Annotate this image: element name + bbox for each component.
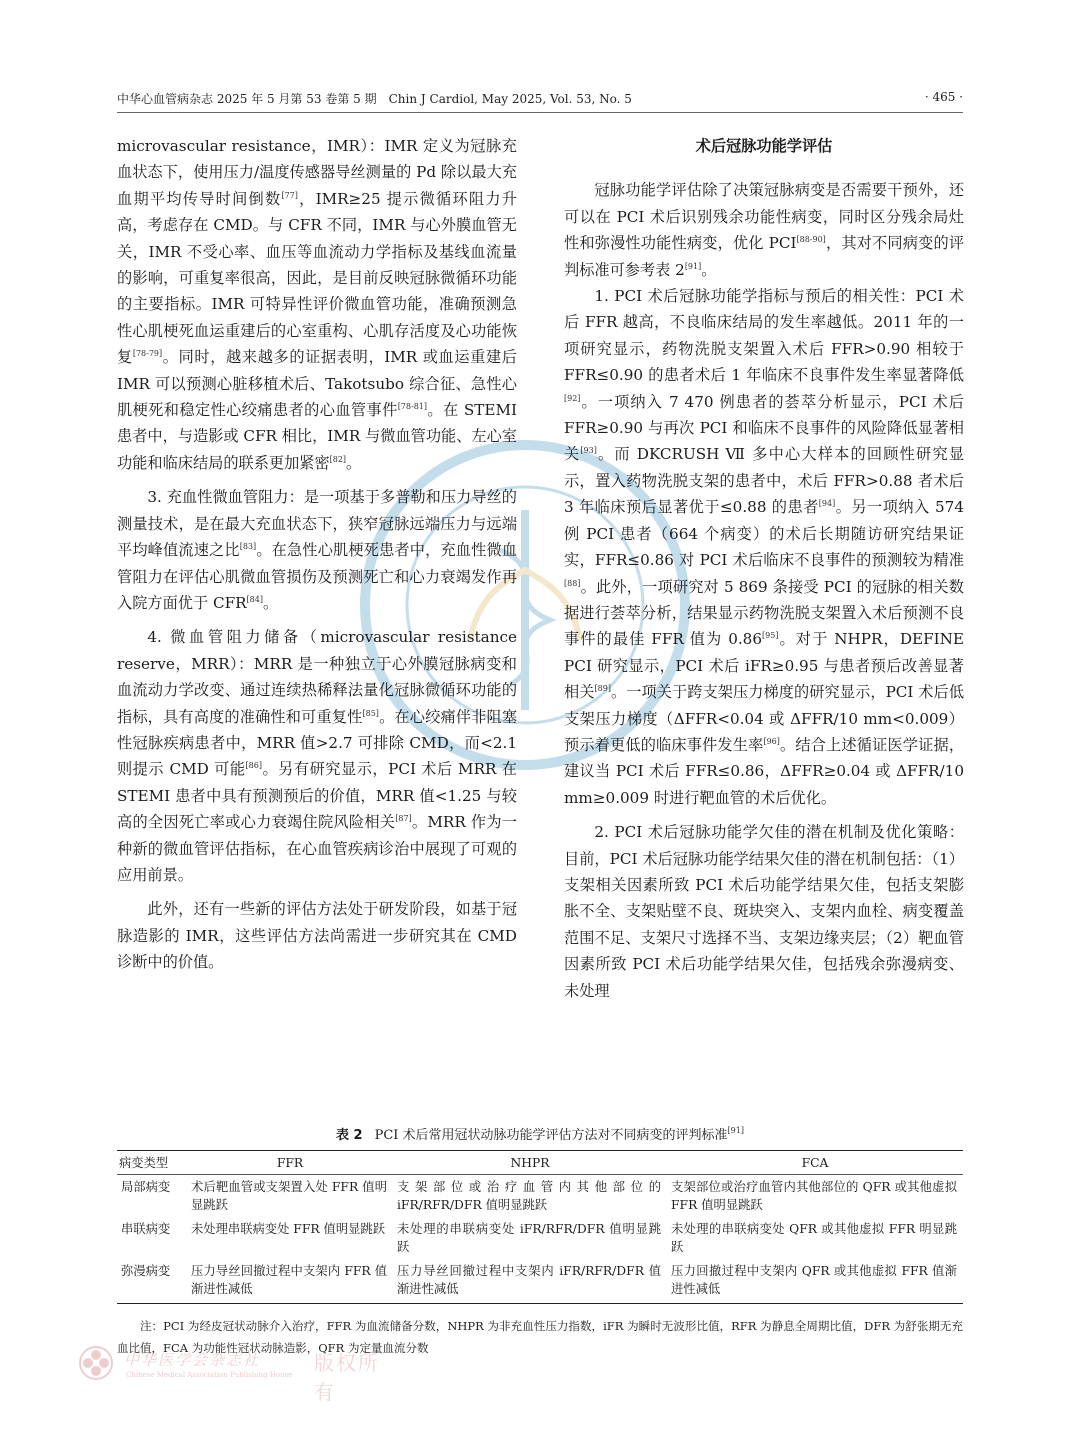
table-row — [117, 1217, 963, 1259]
citation-ref[interactable]: [94] — [818, 499, 836, 509]
table-label: 表 2 — [336, 1128, 363, 1143]
right-column — [564, 133, 964, 1004]
table-header-row — [117, 1151, 963, 1175]
publisher-logo — [78, 1345, 398, 1404]
table-cell: 支架部位或治疗血管内其他部位的 QFR 或其他虚拟 FFR 值明显跳跃 — [671, 1180, 957, 1212]
copyright-mark: 版权所有 — [314, 1351, 380, 1404]
citation-ref[interactable]: [96] — [763, 736, 780, 746]
table-cell: 压力导丝回撤过程中支架内 iFR/RFR/DFR 值渐进性减低 — [393, 1259, 667, 1304]
paragraph-intro: 冠脉功能学评估除了决策冠脉病变是否需要干预外，还可以在 PCI 术后识别残余功能性病变，同时区分残余局灶性和弥漫性功能性病变，优化 PCI[88-90]，其对不同病变的评判标准可参考表 2[91]。 — [564, 181, 965, 279]
paragraph-new-methods: 此外，还有一些新的评估方法处于研发阶段，如基于冠脉造影的 IMR，这些评估方法尚需进一步研究其在 CMD 诊断中的价值。 — [117, 900, 517, 972]
journal-citation: 中华心血管病杂志 2025 年 5 月第 53 卷第 5 期 Chin J Cardiol, May 2025, Vol. 53, No. 5 — [117, 92, 632, 106]
paragraph-prognosis: 1. PCI 术后冠脉功能学指标与预后的相关性：PCI 术后 FFR 越高，不良临床结局的发生率越低。2011 年的一项研究显示，药物洗脱支架置入术后 FFR>0.90 相较于 FFR≤0.90 的患者术后 1 年临床不良事件发生率显著降低[92]。一项纳入 7 470 例患者的荟萃分析显示，PCI 术后 FFR≥0.90 与再次 PCI 和临床不良事件的风险降低显著相关[93]。而 DKCRUSH Ⅶ 多中心大样本的回顾性研究显示，置入药物洗脱支架的患者中，术后 FFR>0.88 者术后 3 年临床预后显著优于≤0.88 的患者[94]。另一项纳入 574 例 PCI 患者（664 个病变）的术后长期随访研究结果证实，FFR≤0.86 对 PCI 术后临床不良事件的预测较为精准[88]。此外，一项研究对 5 869 条接受 PCI 的冠脉的相关数据进行荟萃分析，结果显示药物洗脱支架置入术后预测不良事件的最佳 FFR 值为 0.86[95]。对于 NHPR，DEFINE PCI 研究显示，PCI 术后 iFR≥0.95 与患者预后改善显著相关[89]。一项关于跨支架压力梯度的研究显示，PCI 术后低支架压力梯度（ΔFFR<0.04 或 ΔFFR/10 mm<0.009）预示着更低的临床事件发生率[96]。结合上述循证医学证据，建议当 PCI 术后 FFR≤0.86，ΔFFR≥0.04 或 ΔFFR/10 mm≥0.009 时进行靶血管的术后优化。 — [564, 287, 965, 807]
table-header-cell: FFR — [187, 1151, 393, 1175]
paragraph-mechanisms: 2. PCI 术后冠脉功能学欠佳的潜在机制及优化策略：目前，PCI 术后冠脉功能学结果欠佳的潜在机制包括：（1）支架相关因素所致 PCI 术后功能学结果欠佳，包括支架膨胀不全、支架贴壁不良、斑块突入、支架内血栓、病变覆盖范围不足、支架尺寸选择不当、支架边缘夹层；（2）靶血管因素所致 PCI 术后功能学结果欠佳，包括残余弥漫病变、未处理 — [564, 823, 964, 1000]
flower-seal-icon — [78, 1345, 114, 1381]
citation-ref[interactable]: [77] — [281, 190, 298, 200]
paragraph-imr: microvascular resistance，IMR）：IMR 定义为冠脉充血状态下，使用压力/温度传感器导丝测量的 Pd 除以最大充血期平均传导时间倒数[77]，IMR≥25 提示微循环阻力升高，考虑存在 CMD。与 CFR 不同，IMR 与心外膜血管无关，IMR 不受心率、血压等血流动力学指标及基线血流量的影响，可重复率很高，因此，是目前反映冠脉微循环功能的主要指标。IMR 可特异性评价微血管功能，准确预测急性心肌梗死血运重建后的心室重构、心肌存活度及心功能恢复[78-79]。同时，越来越多的证据表明，IMR 或血运重建后 IMR 可以预测心脏移植术后、Takotsubo 综合征、急性心肌梗死和稳定性心绞痛患者的心血管事件[78-81]。在 STEMI 患者中，与造影或 CFR 相比，IMR 与微血管功能、左心室功能和临床结局的联系更加紧密[82]。 — [117, 137, 517, 472]
table-header-cell: NHPR — [393, 1151, 667, 1175]
citation-ref[interactable]: [84] — [246, 594, 263, 604]
header-rule — [117, 112, 963, 113]
section-heading: 术后冠脉功能学评估 — [695, 137, 833, 155]
publisher-name-en: Chinese Medical Association Publishing House — [126, 1371, 293, 1379]
citation-ref[interactable]: [78-81] — [397, 402, 427, 412]
citation-ref[interactable]: [89] — [594, 684, 611, 694]
paragraph-mrr: 4. 微血管阻力储备（microvascular resistance reserve，MRR）：MRR 是一种独立于心外膜冠脉病变和血流动力学改变、通过连续热稀释法量化冠脉微循环功能的指标，具有高度的准确性和可重复性[85]。在心绞痛伴非阻塞性冠脉疾病患者中，MRR 值>2.7 可排除 CMD，而<2.1 则提示 CMD 可能[86]。另有研究显示，PCI 术后 MRR 在 STEMI 患者中具有预测预后的价值，MRR 值<1.25 与较高的全因死亡率或心力衰竭住院风险相关[87]。MRR 作为一种新的微血管评估指标，在心血管疾病诊治中展现了可观的应用前景。 — [117, 628, 518, 884]
table-cell: 压力回撤过程中支架内 QFR 或其他虚拟 FFR 值渐进性减低 — [667, 1259, 963, 1304]
citation-ref[interactable]: [82] — [329, 454, 347, 464]
publisher-name: 中华医学会杂志社 — [124, 1351, 261, 1369]
citation-ref[interactable]: [86] — [245, 761, 262, 771]
criteria-table — [117, 1150, 963, 1304]
citation-ref[interactable]: [95] — [762, 631, 779, 641]
citation-ref[interactable]: [78-79] — [132, 349, 163, 359]
table-cell: 术后靶血管或支架置入处 FFR 值明显跳跃 — [191, 1180, 387, 1212]
left-column — [117, 133, 517, 976]
table-row-header: 串联病变 — [121, 1222, 171, 1236]
table-cell: 压力导丝回撤过程中支架内 FFR 值渐进性减低 — [187, 1259, 393, 1304]
citation-ref[interactable]: [83] — [239, 542, 257, 552]
citation-ref[interactable]: [88-90] — [796, 235, 826, 245]
citation-ref[interactable]: [85] — [362, 708, 379, 718]
running-header — [117, 90, 963, 108]
table-cell: 未处理的串联病变处 iFR/RFR/DFR 值明显跳跃 — [397, 1222, 661, 1254]
table-row — [117, 1259, 963, 1304]
citation-ref[interactable]: [87] — [395, 814, 412, 824]
page-number: · 465 · — [924, 90, 963, 104]
table-cell: 未处理串联病变处 FFR 值明显跳跃 — [191, 1222, 386, 1236]
citation-ref[interactable]: [91] — [727, 1126, 744, 1135]
table-title: PCI 术后常用冠状动脉功能学评估方法对不同病变的评判标准 — [374, 1128, 728, 1143]
table-cell: 未处理的串联病变处 QFR 或其他虚拟 FFR 明显跳跃 — [671, 1222, 957, 1254]
paragraph-hmr: 3. 充血性微血管阻力：是一项基于多普勒和压力导丝的测量技术，是在最大充血状态下，狭窄冠脉远端压力与远端平均峰值流速之比[83]。在急性心肌梗死患者中，充血性微血管阻力在评估心肌微血管损伤及预测死亡和心力衰竭发作再入院方面优于 CFR[84]。 — [117, 488, 518, 612]
table-row — [117, 1175, 963, 1218]
table-note: 注：PCI 为经皮冠状动脉介入治疗，FFR 为血流储备分数，NHPR 为非充血性压力指数，iFR 为瞬时无波形比值，RFR 为静息全周期比值，DFR 为舒张期无充血比值，FCA 为功能性冠状动脉造影，QFR 为定量血流分数 — [117, 1319, 963, 1355]
table-header-cell: FCA — [667, 1151, 963, 1175]
table-row-header: 局部病变 — [121, 1180, 171, 1194]
table-caption — [117, 1124, 963, 1143]
table-cell: 支架部位或治疗血管内其他部位的 iFR/RFR/DFR 值明显跳跃 — [397, 1180, 661, 1212]
table-row-header: 弥漫病变 — [117, 1259, 187, 1304]
citation-ref[interactable]: [93] — [580, 446, 597, 456]
citation-ref[interactable]: [88] — [564, 578, 581, 588]
table-header-cell: 病变类型 — [117, 1151, 187, 1175]
citation-ref[interactable]: [91] — [684, 261, 702, 271]
citation-ref[interactable]: [92] — [564, 393, 581, 403]
